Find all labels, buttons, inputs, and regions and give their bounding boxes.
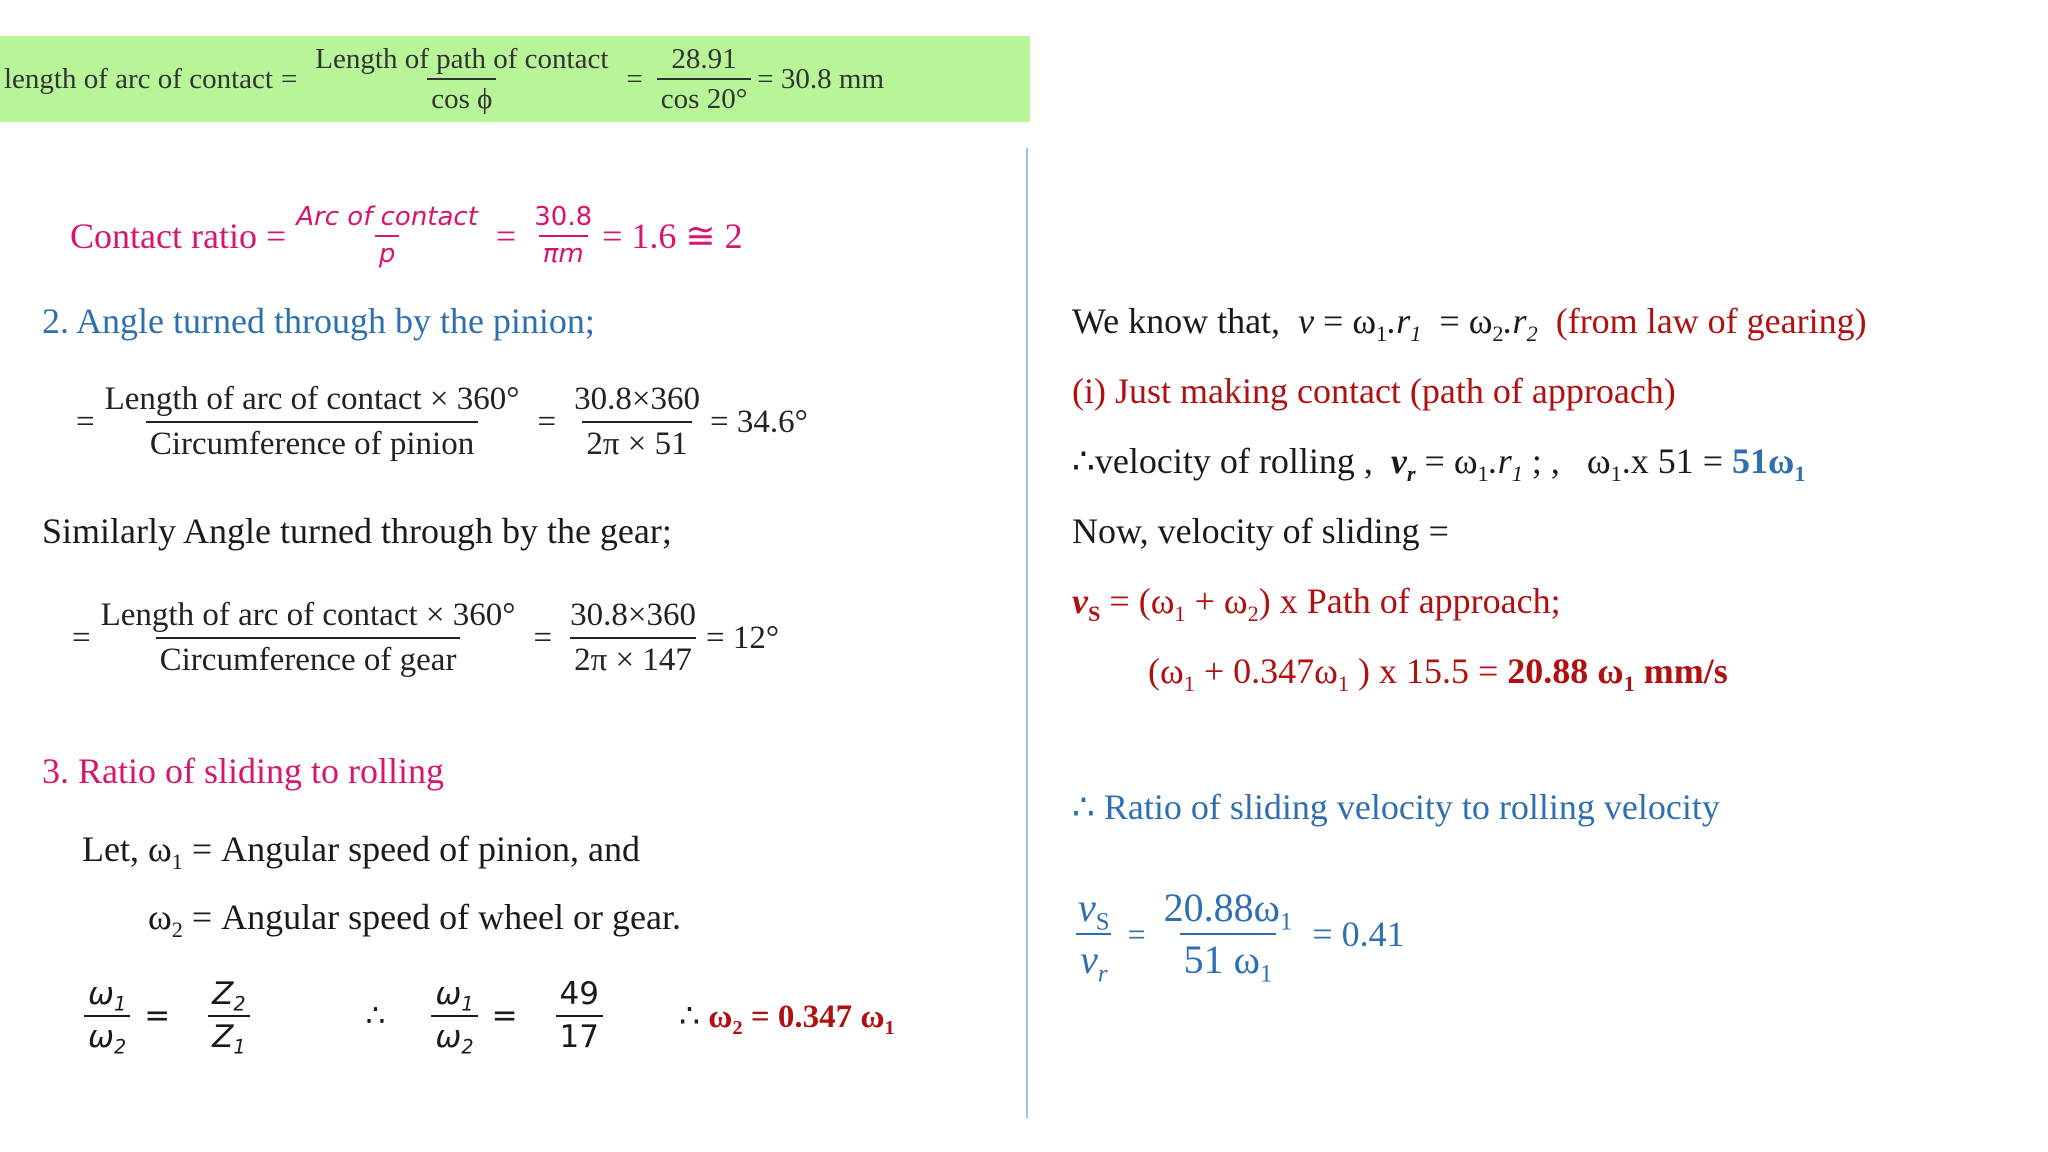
gear-angle-result: = 12° — [705, 619, 780, 656]
law-of-gearing-note: (from law of gearing) — [1555, 301, 1867, 341]
rolling-velocity-result: $51\omega_1$ — [1732, 441, 1806, 486]
arc-of-contact-equation: length of arc of contact = $\frac{\text{Length of path of contact}}{\text{cos ϕ}}$ = $\frac{28.91}{\cos 20^\circ}$ = 30.8 mm — [4, 42, 885, 115]
omega2-result: ∴ $\omega_2 = 0.347$ $\omega_1$ — [679, 999, 895, 1040]
column-divider — [1026, 148, 1028, 1118]
velocity-of-sliding-label: Now, velocity of sliding = — [1072, 511, 1449, 551]
ratio-velocity-heading: ∴ Ratio of sliding velocity to rolling velocity — [1072, 787, 1720, 827]
ratio-heading: 3. Ratio of sliding to rolling — [42, 751, 444, 791]
law-of-gearing-line: We know that, $v = \omega_1.r_1 = \omega_2.r_2$ (from law of gearing) — [1072, 301, 1867, 346]
speed-ratio-equation: $\frac{\omega_1}{\omega_2}$ = $\frac{Z_2}{Z_1}$ ∴ $\frac{\omega_1}{\omega_2}$ = $\frac{49}{17}$ ∴ $\omega_2 = 0.347$ $\omega_1$ — [78, 960, 895, 1072]
velocity-of-rolling-line: ∴velocity of rolling , $v_r = \omega_1.r_1$ ; , $\omega_1.x$ $51 = 51\omega_1$ — [1072, 441, 1806, 486]
pinion-angle-heading: 2. Angle turned through by the pinion; — [42, 301, 595, 341]
pinion-angle-equation: = $\frac{\text{Length of arc of contact × 360°}}{\text{Circumference of pinion}}$ = $\frac{30.8\times 360}{2\pi \times 51}$ = 34.6° — [76, 381, 808, 462]
gear-angle-equation: = $\frac{\text{Length of arc of contact × 360°}}{\text{Circumference of gear}}$ = $\frac{30.8\times 360}{2\pi \times 147}$ = 12° — [72, 597, 780, 678]
sliding-velocity-result: 20.88 $\omega_1$ mm/s — [1507, 651, 1728, 696]
path-of-approach-case: (i) Just making contact (path of approach) — [1072, 371, 1676, 411]
numeric-fraction: $\frac{28.91}{\cos 20^\circ}$ — [657, 44, 752, 115]
arc-label: length of arc of contact — [4, 62, 273, 95]
path-over-cos-fraction: $\frac{\text{Length of path of contact}}{\text{cos ϕ}}$ — [315, 42, 609, 115]
gear-angle-heading: Similarly Angle turned through by the gear; — [42, 511, 672, 551]
omega2-definition: $\omega_2$ = Angular speed of wheel or gear. — [148, 897, 681, 942]
arc-result: = 30.8 mm — [757, 62, 885, 95]
sliding-velocity-formula: $v_S = (\omega_1 + \omega_2)$ x Path of approach; — [1072, 581, 1561, 626]
contact-ratio-result: = 1.6 ≅ 2 — [602, 216, 743, 256]
therefore-symbol: ∴ — [365, 998, 386, 1034]
sliding-velocity-calculation: ($\omega_1 + 0.347\omega_1$ ) x 15.5 = 20.88 $\omega_1$ mm/s — [1148, 651, 1728, 696]
contact-ratio-equation: Contact ratio = $\frac{\text{Arc of contact}}{p}$ = $\frac{30.8}{\pi m}$ = 1.6 ≅ 2 — [70, 201, 743, 269]
contact-ratio-label: Contact ratio = — [70, 216, 287, 256]
pinion-angle-result: = 34.6° — [709, 403, 808, 440]
ratio-result: = 0.41 — [1312, 914, 1405, 954]
sliding-rolling-ratio-equation: $\frac{v_S}{v_r}$ = $\frac{20.88\omega_1}{51 \omega_1}$ = 0.41 — [1078, 885, 1405, 988]
omega1-definition: Let, $\omega_1$ = Angular speed of pinion, and — [82, 829, 641, 874]
